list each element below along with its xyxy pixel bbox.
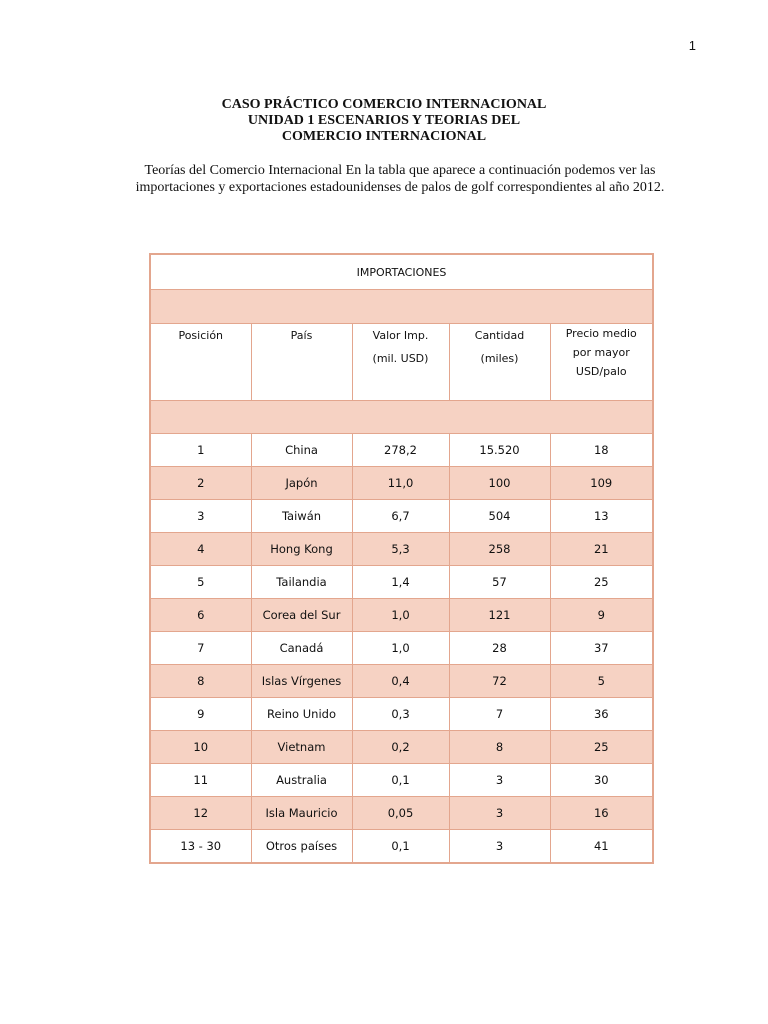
header-pais bbox=[251, 324, 352, 401]
table-row bbox=[150, 632, 653, 665]
cell-valor: 6,7 bbox=[352, 500, 449, 533]
table-band bbox=[150, 290, 653, 324]
header-posicion-label: Posición bbox=[178, 329, 224, 342]
cell-pais: Reino Unido bbox=[251, 698, 352, 731]
document-title bbox=[0, 97, 768, 145]
cell-precio: 5 bbox=[550, 665, 653, 698]
cell-pais: Vietnam bbox=[251, 731, 352, 764]
header-precio bbox=[550, 324, 653, 401]
header-cantidad-line-1: Cantidad bbox=[474, 329, 525, 342]
cell-precio: 30 bbox=[550, 764, 653, 797]
header-pais-label: País bbox=[290, 329, 313, 342]
cell-pos: 2 bbox=[150, 467, 251, 500]
cell-pais: Tailandia bbox=[251, 566, 352, 599]
cell-precio: 109 bbox=[550, 467, 653, 500]
cell-pos: 8 bbox=[150, 665, 251, 698]
cell-valor: 1,0 bbox=[352, 632, 449, 665]
cell-cantidad: 8 bbox=[449, 731, 550, 764]
cell-pos: 11 bbox=[150, 764, 251, 797]
cell-precio: 16 bbox=[550, 797, 653, 830]
table-row bbox=[150, 698, 653, 731]
cell-pais: Taiwán bbox=[251, 500, 352, 533]
intro-paragraph bbox=[130, 162, 670, 196]
cell-precio: 13 bbox=[550, 500, 653, 533]
cell-cantidad: 121 bbox=[449, 599, 550, 632]
cell-pais: Islas Vírgenes bbox=[251, 665, 352, 698]
intro-line-1: Teorías del Comercio Internacional En la tabla que aparece a continuación podemos ver las bbox=[144, 163, 656, 178]
imports-table bbox=[149, 253, 654, 864]
header-cantidad-line-2: (miles) bbox=[480, 352, 519, 365]
page-number: 1 bbox=[688, 38, 696, 53]
cell-precio: 25 bbox=[550, 566, 653, 599]
cell-pos: 9 bbox=[150, 698, 251, 731]
cell-pos: 6 bbox=[150, 599, 251, 632]
table-row bbox=[150, 566, 653, 599]
cell-cantidad: 3 bbox=[449, 764, 550, 797]
cell-valor: 0,3 bbox=[352, 698, 449, 731]
cell-valor: 0,2 bbox=[352, 731, 449, 764]
table-row bbox=[150, 665, 653, 698]
table-band-2 bbox=[150, 401, 653, 434]
cell-pos: 1 bbox=[150, 434, 251, 467]
header-valor-line-1: Valor Imp. bbox=[372, 329, 429, 342]
title-line-1: CASO PRÁCTICO COMERCIO INTERNACIONAL bbox=[221, 97, 547, 112]
cell-cantidad: 504 bbox=[449, 500, 550, 533]
cell-cantidad: 3 bbox=[449, 830, 550, 864]
cell-precio: 21 bbox=[550, 533, 653, 566]
table-row bbox=[150, 764, 653, 797]
header-precio-line-2: por mayor bbox=[572, 346, 630, 359]
cell-pais: China bbox=[251, 434, 352, 467]
table-caption: IMPORTACIONES bbox=[150, 254, 653, 290]
cell-valor: 1,4 bbox=[352, 566, 449, 599]
cell-cantidad: 7 bbox=[449, 698, 550, 731]
table-band-row-2 bbox=[150, 401, 653, 434]
cell-pais: Japón bbox=[251, 467, 352, 500]
table-row bbox=[150, 797, 653, 830]
cell-pos: 5 bbox=[150, 566, 251, 599]
cell-precio: 41 bbox=[550, 830, 653, 864]
table-row bbox=[150, 731, 653, 764]
table-row bbox=[150, 500, 653, 533]
header-precio-line-3: USD/palo bbox=[575, 365, 627, 378]
cell-pais: Corea del Sur bbox=[251, 599, 352, 632]
cell-precio: 9 bbox=[550, 599, 653, 632]
cell-pais: Australia bbox=[251, 764, 352, 797]
cell-valor: 0,4 bbox=[352, 665, 449, 698]
header-valor bbox=[352, 324, 449, 401]
cell-pos: 13 - 30 bbox=[150, 830, 251, 864]
cell-pos: 12 bbox=[150, 797, 251, 830]
cell-valor: 11,0 bbox=[352, 467, 449, 500]
table-caption-row bbox=[150, 254, 653, 290]
cell-valor: 5,3 bbox=[352, 533, 449, 566]
table-row bbox=[150, 830, 653, 864]
cell-precio: 37 bbox=[550, 632, 653, 665]
cell-cantidad: 100 bbox=[449, 467, 550, 500]
cell-precio: 25 bbox=[550, 731, 653, 764]
cell-valor: 1,0 bbox=[352, 599, 449, 632]
cell-cantidad: 15.520 bbox=[449, 434, 550, 467]
cell-cantidad: 3 bbox=[449, 797, 550, 830]
table-row bbox=[150, 599, 653, 632]
cell-pais: Otros países bbox=[251, 830, 352, 864]
title-line-2: UNIDAD 1 ESCENARIOS Y TEORIAS DEL bbox=[247, 113, 521, 128]
cell-cantidad: 258 bbox=[449, 533, 550, 566]
table-header-row bbox=[150, 324, 653, 401]
cell-pos: 7 bbox=[150, 632, 251, 665]
cell-pos: 10 bbox=[150, 731, 251, 764]
header-cantidad bbox=[449, 324, 550, 401]
header-precio-line-1: Precio medio bbox=[565, 327, 637, 340]
cell-precio: 36 bbox=[550, 698, 653, 731]
table-row bbox=[150, 434, 653, 467]
cell-cantidad: 72 bbox=[449, 665, 550, 698]
cell-pais: Hong Kong bbox=[251, 533, 352, 566]
cell-cantidad: 28 bbox=[449, 632, 550, 665]
header-valor-line-2: (mil. USD) bbox=[372, 352, 429, 365]
table-row bbox=[150, 533, 653, 566]
cell-cantidad: 57 bbox=[449, 566, 550, 599]
cell-pais: Canadá bbox=[251, 632, 352, 665]
cell-valor: 278,2 bbox=[352, 434, 449, 467]
cell-pos: 4 bbox=[150, 533, 251, 566]
table-band-row bbox=[150, 290, 653, 324]
title-line-3: COMERCIO INTERNACIONAL bbox=[281, 129, 487, 144]
cell-pais: Isla Mauricio bbox=[251, 797, 352, 830]
cell-valor: 0,1 bbox=[352, 830, 449, 864]
cell-pos: 3 bbox=[150, 500, 251, 533]
header-posicion bbox=[150, 324, 251, 401]
table-row bbox=[150, 467, 653, 500]
cell-valor: 0,05 bbox=[352, 797, 449, 830]
cell-precio: 18 bbox=[550, 434, 653, 467]
intro-line-2: importaciones y exportaciones estadounidenses de palos de golf correspondientes al año 2012. bbox=[135, 180, 665, 195]
cell-valor: 0,1 bbox=[352, 764, 449, 797]
